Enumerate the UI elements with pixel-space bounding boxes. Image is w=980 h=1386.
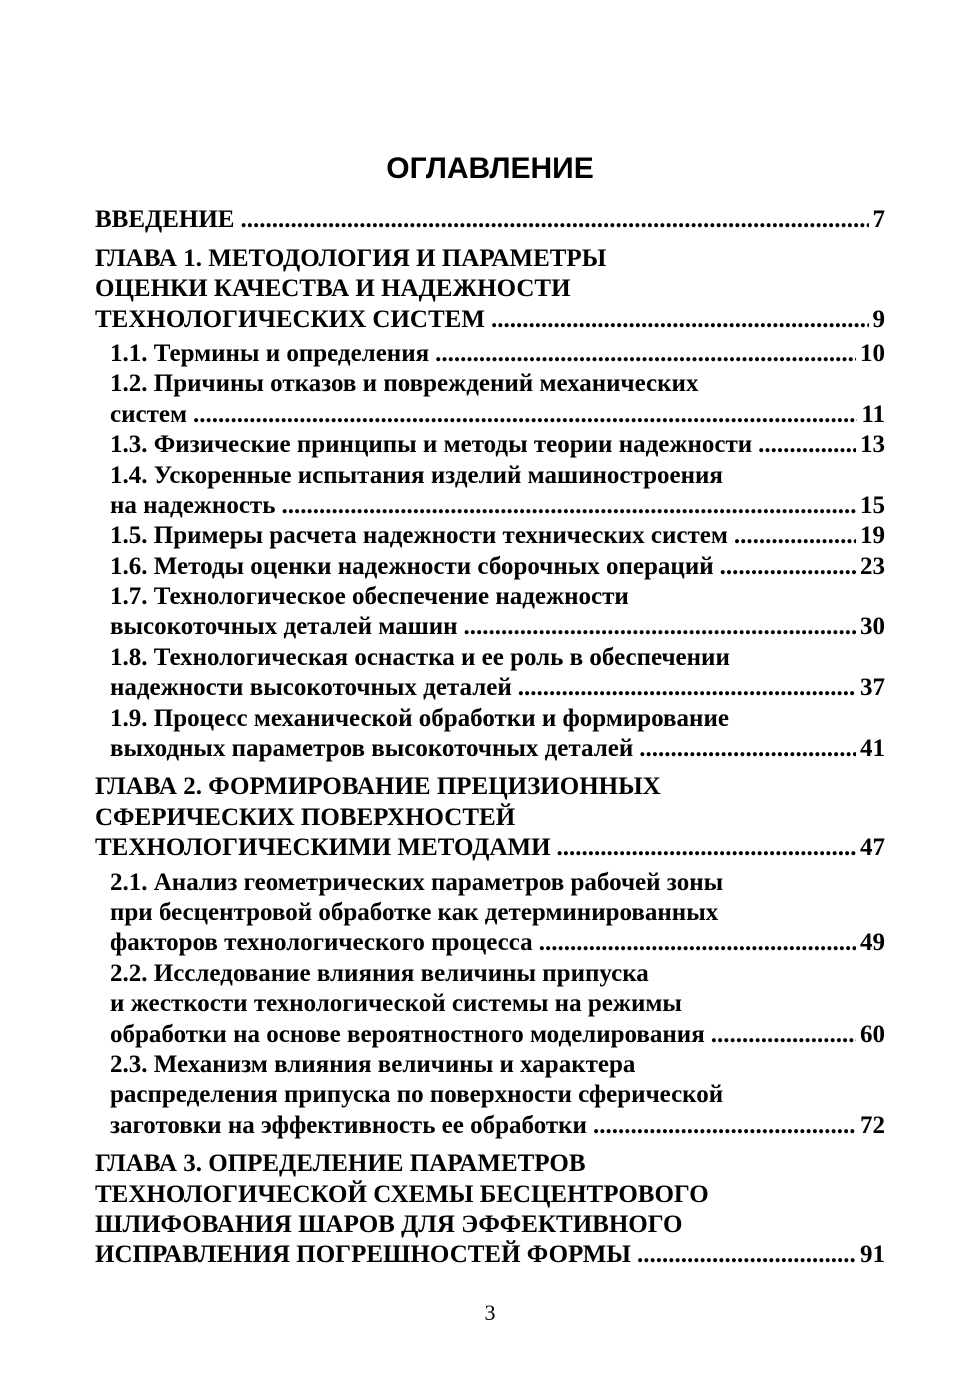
section-page-number: 37 [860,674,885,702]
section-page-number: 19 [860,522,885,550]
section-title-text: при бесцентровой обработке как детерминированных [110,898,719,926]
section-line [95,459,885,489]
dot-leader [193,401,857,429]
chapter-line [95,771,885,801]
section-line [95,490,885,520]
chapter-title-text: ШЛИФОВАНИЯ ШАРОВ ДЛЯ ЭФФЕКТИВНОГО [95,1210,683,1238]
chapter-line [95,801,885,831]
section-title-text: выходных параметров высокоточных деталей [110,735,634,763]
chapter-title-text: ТЕХНОЛОГИЧЕСКИХ СИСТЕМ [95,305,485,333]
chapter-line [95,1239,885,1269]
section-line [95,927,885,957]
section-line [95,897,885,927]
dot-leader [491,306,869,334]
section-title-text: 2.1. Анализ геометрических параметров рабочей зоны [110,868,724,896]
section-title-text: заготовки на эффективность ее обработки [110,1111,587,1139]
section-page-number: 72 [860,1111,885,1139]
section-title-text: 1.4. Ускоренные испытания изделий машиностроения [110,461,723,489]
toc-section [95,520,885,550]
dot-leader [281,492,856,520]
toc-chapter [95,1148,885,1270]
toc-section [95,429,885,459]
chapter-line [95,204,885,234]
section-line [95,429,885,459]
section-title-text: высокоточных деталей машин [110,613,458,641]
table-of-contents [95,204,885,1269]
toc-chapter [95,771,885,1140]
dot-leader [557,834,856,862]
dot-leader [711,1021,856,1049]
section-page-number: 11 [861,400,885,428]
dot-leader [240,206,868,234]
dot-leader [593,1112,856,1140]
toc-section [95,641,885,702]
section-page-number: 23 [860,552,885,580]
chapter-title-text: ОЦЕНКИ КАЧЕСТВА И НАДЕЖНОСТИ [95,275,571,303]
toc-section [95,338,885,368]
toc-section [95,1049,885,1140]
section-line [95,866,885,896]
dot-leader [639,735,856,763]
section-line [95,672,885,702]
section-title-text: 1.2. Причины отказов и повреждений механических [110,370,699,398]
section-line [95,641,885,671]
dot-leader [435,340,856,368]
section-line [95,1018,885,1048]
section-line [95,581,885,611]
section-line [95,368,885,398]
chapter-section-list [95,866,885,1140]
section-title-text: на надежность [110,491,276,519]
chapter-title-text: ГЛАВА 2. ФОРМИРОВАНИЕ ПРЕЦИЗИОННЫХ [95,773,661,801]
chapter-title-text: ТЕХНОЛОГИЧЕСКОЙ СХЕМЫ БЕСЦЕНТРОВОГО [95,1180,709,1208]
toc-section [95,702,885,763]
chapter-title-text: ГЛАВА 3. ОПРЕДЕЛЕНИЕ ПАРАМЕТРОВ [95,1150,586,1178]
toc-section [95,957,885,1048]
chapter-section-list [95,338,885,763]
chapter-title-text: ИСПРАВЛЕНИЯ ПОГРЕШНОСТЕЙ ФОРМЫ [95,1241,631,1269]
page-number: 3 [484,1300,496,1325]
chapter-title-text: СФЕРИЧЕСКИХ ПОВЕРХНОСТЕЙ [95,803,516,831]
chapter-page-number: 47 [860,834,885,862]
toc-section [95,866,885,957]
dot-leader [734,522,856,550]
section-line [95,611,885,641]
section-line [95,1079,885,1109]
section-title-text: распределения припуска по поверхности сферической [110,1081,724,1109]
section-line [95,398,885,428]
chapter-line [95,303,885,333]
section-title-text: 1.7. Технологическое обеспечение надежности [110,583,629,611]
dot-leader [720,553,856,581]
section-line [95,338,885,368]
section-line [95,520,885,550]
dot-leader [637,1241,856,1269]
section-page-number: 60 [860,1020,885,1048]
dot-leader [539,929,856,957]
dot-leader [518,674,856,702]
page-title: ОГЛАВЛЕНИЕ [386,152,594,185]
section-title-text: и жесткости технологической системы на режимы [110,990,682,1018]
section-page-number: 30 [860,613,885,641]
section-page-number: 49 [860,929,885,957]
chapter-line [95,832,885,862]
chapter-page-number: 7 [872,206,885,234]
dot-leader [758,431,856,459]
section-line [95,733,885,763]
toc-chapter [95,242,885,763]
toc-section [95,581,885,642]
section-title-text: 1.5. Примеры расчета надежности технических систем [110,522,728,550]
section-page-number: 15 [860,491,885,519]
chapter-line [95,1178,885,1208]
section-title-text: 1.9. Процесс механической обработки и формирование [110,704,729,732]
section-page-number: 41 [860,735,885,763]
section-line [95,550,885,580]
section-title-text: обработки на основе вероятностного моделирования [110,1020,705,1048]
section-line [95,957,885,987]
chapter-title-text: ВВЕДЕНИЕ [95,206,235,234]
chapter-line [95,1148,885,1178]
chapter-page-number: 9 [872,305,885,333]
section-title-text: 1.1. Термины и определения [110,339,430,367]
section-title-text: 1.6. Методы оценки надежности сборочных операций [110,552,714,580]
section-title-text: 2.2. Исследование влияния величины припуска [110,959,649,987]
section-title-text: систем [110,400,188,428]
section-line [95,988,885,1018]
toc-section [95,368,885,429]
section-page-number: 10 [860,339,885,367]
chapter-title-text: ГЛАВА 1. МЕТОДОЛОГИЯ И ПАРАМЕТРЫ [95,244,607,272]
section-title-text: факторов технологического процесса [110,929,533,957]
chapter-line [95,242,885,272]
section-title-text: 2.3. Механизм влияния величины и характера [110,1050,636,1078]
chapter-line [95,1209,885,1239]
section-line [95,702,885,732]
section-page-number: 13 [860,431,885,459]
section-line [95,1049,885,1079]
toc-chapter [95,204,885,234]
section-title-text: 1.3. Физические принципы и методы теории надежности [110,431,753,459]
toc-section [95,459,885,520]
section-title-text: надежности высокоточных деталей [110,674,512,702]
section-line [95,1109,885,1139]
chapter-line [95,273,885,303]
dot-leader [464,613,856,641]
chapter-title-text: ТЕХНОЛОГИЧЕСКИМИ МЕТОДАМИ [95,834,551,862]
toc-section [95,550,885,580]
section-title-text: 1.8. Технологическая оснастка и ее роль в обеспечении [110,643,730,671]
chapter-page-number: 91 [860,1241,885,1269]
